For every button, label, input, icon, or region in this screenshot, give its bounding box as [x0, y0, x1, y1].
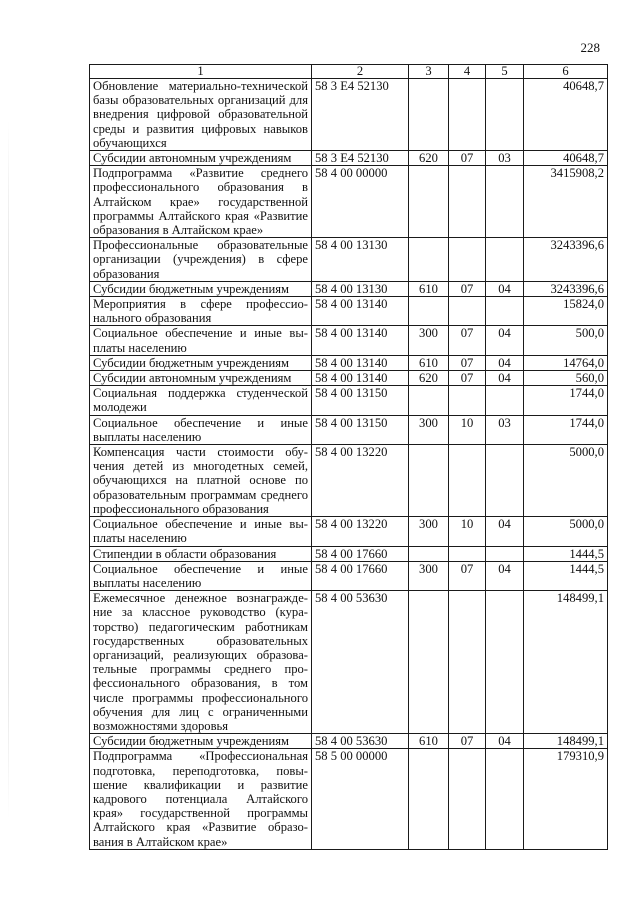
col-header-2: 2	[312, 65, 409, 79]
row-name-cell: Стипендии в области образования	[90, 546, 312, 561]
row-section-cell: 07	[449, 281, 486, 296]
row-code-cell: 58 4 00 00000	[312, 166, 409, 238]
row-name-cell: Субсидии бюджетным учреждениям	[90, 734, 312, 749]
row-expense-type-cell	[409, 445, 449, 517]
row-subsection-cell	[486, 166, 524, 238]
row-section-cell	[449, 79, 486, 151]
row-code-cell: 58 4 00 13130	[312, 281, 409, 296]
row-expense-type-cell	[409, 238, 449, 282]
row-sum-cell: 148499,1	[524, 734, 608, 749]
table-header	[90, 65, 608, 79]
row-subsection-cell: 04	[486, 561, 524, 590]
row-section-cell: 07	[449, 151, 486, 166]
table-row	[90, 326, 608, 355]
table-row	[90, 371, 608, 386]
row-expense-type-cell	[409, 749, 449, 849]
row-code-cell: 58 4 00 17660	[312, 546, 409, 561]
row-code-cell: 58 4 00 13140	[312, 297, 409, 326]
row-subsection-cell	[486, 591, 524, 734]
row-sum-cell: 5000,0	[524, 517, 608, 546]
row-name-cell: Ежемесячное денежное вознаграждение за классное руководство (кураторство) педагогическим работникам государственных образовательных организаций, реализующих образовательные программы среднего профессионального образования, в том числе программы профессионального обучения для лиц с ограниченными возможностями здоровья	[90, 591, 312, 734]
row-code-cell: 58 4 00 13150	[312, 415, 409, 444]
row-section-cell	[449, 749, 486, 849]
row-expense-type-cell	[409, 546, 449, 561]
row-section-cell	[449, 297, 486, 326]
row-sum-cell: 3243396,6	[524, 281, 608, 296]
row-code-cell: 58 4 00 13220	[312, 517, 409, 546]
row-expense-type-cell	[409, 297, 449, 326]
row-code-cell: 58 4 00 13140	[312, 326, 409, 355]
row-section-cell	[449, 591, 486, 734]
table-row	[90, 238, 608, 282]
row-section-cell	[449, 445, 486, 517]
row-name-cell: Мероприятия в сфере профессионального образования	[90, 297, 312, 326]
row-sum-cell: 1744,0	[524, 386, 608, 415]
row-section-cell	[449, 386, 486, 415]
col-header-3: 3	[409, 65, 449, 79]
row-section-cell: 07	[449, 326, 486, 355]
row-subsection-cell: 04	[486, 517, 524, 546]
table-row	[90, 445, 608, 517]
row-subsection-cell: 04	[486, 326, 524, 355]
row-name-cell: Компенсация части стоимости обучения детей из многодетных семей, обучающихся на платной основе по образовательным программам среднего профессионального образования	[90, 445, 312, 517]
page-number: 228	[580, 40, 600, 55]
row-name-cell: Субсидии автономным учреждениям	[90, 151, 312, 166]
row-subsection-cell	[486, 297, 524, 326]
table-body	[90, 79, 608, 850]
table-row	[90, 151, 608, 166]
row-sum-cell: 179310,9	[524, 749, 608, 849]
row-expense-type-cell: 620	[409, 151, 449, 166]
row-name-cell: Подпрограмма «Развитие среднего профессионального образования в Алтайском крае» государственной программы Алтайского края «Развитие образования в Алтайском крае»	[90, 166, 312, 238]
row-subsection-cell	[486, 546, 524, 561]
table-row	[90, 297, 608, 326]
row-sum-cell: 40648,7	[524, 79, 608, 151]
table-row	[90, 386, 608, 415]
row-code-cell: 58 4 00 13130	[312, 238, 409, 282]
row-section-cell	[449, 546, 486, 561]
table-row	[90, 517, 608, 546]
row-subsection-cell: 04	[486, 355, 524, 370]
row-name-cell: Профессиональные образовательные организации (учреждения) в сфере образования	[90, 238, 312, 282]
row-code-cell: 58 5 00 00000	[312, 749, 409, 849]
row-section-cell: 07	[449, 734, 486, 749]
row-section-cell: 10	[449, 517, 486, 546]
row-code-cell: 58 4 00 13220	[312, 445, 409, 517]
row-code-cell: 58 4 00 13150	[312, 386, 409, 415]
row-name-cell: Субсидии бюджетным учреждениям	[90, 355, 312, 370]
row-subsection-cell: 04	[486, 281, 524, 296]
table-row	[90, 415, 608, 444]
row-subsection-cell: 04	[486, 734, 524, 749]
row-expense-type-cell: 610	[409, 734, 449, 749]
row-code-cell: 58 4 00 13140	[312, 355, 409, 370]
row-expense-type-cell: 610	[409, 355, 449, 370]
row-name-cell: Обновление материально-технической базы образовательных организаций для внедрения цифровой образовательной среды и развития цифровых навыков обучающихся	[90, 79, 312, 151]
row-subsection-cell: 03	[486, 151, 524, 166]
row-expense-type-cell: 300	[409, 561, 449, 590]
col-header-6: 6	[524, 65, 608, 79]
row-section-cell: 07	[449, 371, 486, 386]
row-name-cell: Социальное обеспечение и иные выплаты населению	[90, 517, 312, 546]
row-expense-type-cell: 610	[409, 281, 449, 296]
table-row	[90, 281, 608, 296]
row-section-cell: 07	[449, 355, 486, 370]
table-row	[90, 749, 608, 849]
row-expense-type-cell	[409, 591, 449, 734]
row-expense-type-cell: 300	[409, 415, 449, 444]
table-row	[90, 546, 608, 561]
row-expense-type-cell: 300	[409, 517, 449, 546]
row-expense-type-cell	[409, 79, 449, 151]
row-code-cell: 58 4 00 53630	[312, 591, 409, 734]
row-name-cell: Субсидии автономным учреждениям	[90, 371, 312, 386]
row-code-cell: 58 4 00 53630	[312, 734, 409, 749]
row-expense-type-cell: 300	[409, 326, 449, 355]
row-section-cell	[449, 238, 486, 282]
row-section-cell: 10	[449, 415, 486, 444]
row-sum-cell: 1744,0	[524, 415, 608, 444]
col-header-1: 1	[90, 65, 312, 79]
row-sum-cell: 3243396,6	[524, 238, 608, 282]
row-expense-type-cell	[409, 166, 449, 238]
row-sum-cell: 148499,1	[524, 591, 608, 734]
row-code-cell: 58 3 E4 52130	[312, 151, 409, 166]
scan-binding-shadow	[8, 120, 9, 820]
header-row	[90, 65, 608, 79]
row-code-cell: 58 3 E4 52130	[312, 79, 409, 151]
table-row	[90, 79, 608, 151]
row-name-cell: Подпрограмма «Профессиональная подготовка, переподготовка, повышение квалификации и развитие кадрового потенциала Алтайского края» государственной программы Алтайского края «Развитие образования в Алтайском крае»	[90, 749, 312, 849]
row-subsection-cell	[486, 445, 524, 517]
table-row	[90, 355, 608, 370]
table-row	[90, 734, 608, 749]
row-section-cell	[449, 166, 486, 238]
col-header-4: 4	[449, 65, 486, 79]
row-name-cell: Социальное обеспечение и иные выплаты населению	[90, 326, 312, 355]
row-sum-cell: 500,0	[524, 326, 608, 355]
row-expense-type-cell: 620	[409, 371, 449, 386]
table-row	[90, 591, 608, 734]
row-sum-cell: 40648,7	[524, 151, 608, 166]
table-row	[90, 561, 608, 590]
budget-table	[89, 64, 608, 850]
row-sum-cell: 14764,0	[524, 355, 608, 370]
row-name-cell: Социальное обеспечение и иные выплаты населению	[90, 415, 312, 444]
row-sum-cell: 3415908,2	[524, 166, 608, 238]
col-header-5: 5	[486, 65, 524, 79]
row-subsection-cell	[486, 79, 524, 151]
row-sum-cell: 1444,5	[524, 561, 608, 590]
row-subsection-cell	[486, 749, 524, 849]
row-expense-type-cell	[409, 386, 449, 415]
row-code-cell: 58 4 00 13140	[312, 371, 409, 386]
row-subsection-cell	[486, 386, 524, 415]
row-name-cell: Социальная поддержка студенческой молодежи	[90, 386, 312, 415]
row-subsection-cell: 03	[486, 415, 524, 444]
row-section-cell: 07	[449, 561, 486, 590]
row-sum-cell: 5000,0	[524, 445, 608, 517]
row-sum-cell: 15824,0	[524, 297, 608, 326]
table-row	[90, 166, 608, 238]
row-name-cell: Социальное обеспечение и иные выплаты населению	[90, 561, 312, 590]
row-sum-cell: 560,0	[524, 371, 608, 386]
row-subsection-cell: 04	[486, 371, 524, 386]
row-code-cell: 58 4 00 17660	[312, 561, 409, 590]
row-name-cell: Субсидии бюджетным учреждениям	[90, 281, 312, 296]
row-subsection-cell	[486, 238, 524, 282]
row-sum-cell: 1444,5	[524, 546, 608, 561]
